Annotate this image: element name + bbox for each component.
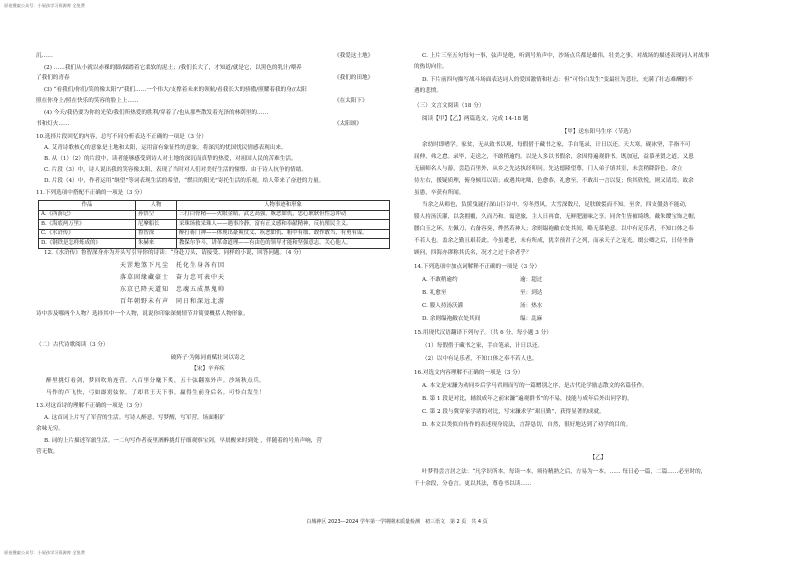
question-12: 12.《水浒传》鲁智深身亦为开头写引导你的诗读：“身赴刀头，请接受、同样的小说，回答问题。（4 分） (44, 250, 305, 256)
watermark-top: 原卷搜索公众号：小屁孩学习资源库 全免费 (4, 3, 85, 8)
passage-jia-title: 【甲】送东阳马生序（节选） (561, 129, 635, 135)
question-13-option-b: B. 词的上片描述军旅生活。一二句写作者夜里酒醉挑灯仔细观察宝剑，早晨醒来时到处 ，伴随着的号角声响，营 (44, 438, 322, 444)
poem-text-line-2: 马作的卢飞快，弓如霹雳弦惊。了却君王天下事，赢得生前身后名。可怜白发生！ (46, 390, 266, 396)
section-3-heading: （三）文言文阅读（18 分） (414, 103, 485, 109)
poem-excerpt-4b: 书和灯火…… (36, 121, 70, 127)
question-10-option-a: A. 艾青诗歌核心的意象是土地和太阳，运用富有象征性的意象，将深沉的忧国忧民情感表现出来。 (44, 145, 287, 151)
table-cell: 三打白骨精——火眼金睛，武艺高强，嫉恶如仇，忠心耿耿但性急冲动 (177, 210, 390, 220)
poem-line: 百年朝野未有声 同日和深远北游 (120, 298, 226, 305)
question-15-item-1: （1）每假借于藏书之家，手自笔录，计日以还。 (422, 343, 544, 349)
poem-excerpt-4: (4) 今天/我仍要为你的光荣/我们所热爱的胜利/穿着了/也从那些散发着光泽的林荫里的…… (44, 110, 269, 116)
passage-yi-title: 【乙】 (589, 455, 607, 461)
passage-line: 媵人持汤沃灌，以衾拥覆，久而乃和。寓逆旅，主人日再食，无鲜肥滋味之享。同舍生皆被绮绣，戴朱缨宝饰之帽， (414, 214, 700, 220)
question-13-option-c: C. 上片三至五句每句一事，弦声是绝，听到号角声中，沙场点兵都是雄伟，壮美之事，对战场的描述表现词人对战事 (422, 53, 710, 59)
poem-excerpt-2b: 了我们的青春 (36, 75, 70, 81)
passage-line: 顾问，四海亦谬称其氏名，况才之过于余者乎？ (414, 250, 532, 256)
passage-line: 当余之从师也，负箧曳屣行深山巨谷中，穷冬烈风，大雪深数尺，足肤皲裂而不知。至舍，四支僵劲不能动， (422, 202, 691, 208)
passage-yi-line: 叶梦得尝言居之法：“凡学识所本，每读一本，须待精熟之后，方易为一本。…… 每日必一篇，二篇……必至时的， (422, 469, 707, 475)
table-cell: 采珠场救采珠人——遇事冷静，富有正义感和奉献精神，反抗殖民主义。 (177, 220, 390, 230)
question-13-option-a-cont: 余味无穷。 (36, 426, 64, 432)
table-cell: 孙悟空 (136, 210, 177, 220)
poem-line: 天罡地煞下凡尘 托化生身各有因 (120, 262, 226, 269)
question-14-option-c-gloss: 汤：热水 (520, 303, 543, 309)
question-13-option-d-cont: 遇的悲愤。 (414, 88, 442, 94)
poem-excerpt-3b: 照在你身上/照在快乐的笑容的脸上上…… (36, 98, 139, 104)
table-row (39, 229, 390, 239)
poem-author: 【宋】辛弃疾 (191, 366, 225, 372)
question-15: 15.用现代汉语翻译下列句子。（共 6 分，每小题 3 分） (414, 330, 552, 336)
question-11: 11.下列选项中搭配不正确的一项是（3 分） (36, 190, 146, 196)
table-cell: 朱赫来 (136, 239, 177, 249)
poem-title: 破阵子·为陈同甫赋壮词以寄之 (170, 355, 246, 361)
question-13-option-b-cont: 营无数。 (36, 449, 59, 455)
table-header-row (39, 201, 390, 211)
reading-instruction: 阅读【甲】【乙】两篇选文，完成 14-18 题 (422, 116, 529, 122)
poem-source-2: 《我们的田地》 (334, 75, 374, 81)
question-10-option-d: D. 片段（4）中，作者运用“继望”等词表现生活的希望，“燃目的阳光”寄托生活的乐观，给人带来了奋进的力量。 (44, 178, 325, 184)
question-13-option-d: D. 下片前四句描写战斗场面表达词人的爱国激情和壮志：但“可怜白发生”变最壮为悲壮，充满了壮志难酬的不 (422, 77, 693, 83)
table-cell: 醉打蒋门神——体现出豪爽仗义、疾恶如仇、粗中有细、敢作敢当、有勇有谋。 (177, 229, 390, 239)
question-13-option-c-cont: 的热切向往。 (414, 64, 448, 70)
question-16-option-c: C. 第 2 段与冀穿家学诸的对比，写宋濂求学“艰且勤”，获得显著的成就。 (422, 409, 605, 415)
passage-line: 无硕师名人与游，尝趋百里外，从乡之先达执经叩问。先达德隆望尊，门人弟子填其室，未尝稍降辞色。余立 (414, 166, 683, 172)
poem-line: 东京已降天道知 忠魂五成黑鬼帅 (120, 286, 226, 293)
passage-yi-line: 千十余段，分卷言。更以其法，尊卷书以读…… (414, 481, 532, 487)
table-cell: 教保尔争斗，讲革命道理——有由色的领导才能和坚强意志，关心他人。 (177, 239, 390, 249)
question-14: 14.下列选项中加点词解释不正确的一项是（3 分） (414, 264, 541, 270)
passage-line: 虽愚，卒获有所闻。 (414, 190, 465, 196)
poem-line: 落草固缘藏豪士 奋力忠可表中天 (120, 274, 226, 281)
table-cell: A.《西游记》 (39, 210, 136, 220)
question-12-prompt: 诗中涉及哪两个人物？选择其中一个人物，说说你印象深刻情节并简要概括人物形象。 (36, 311, 249, 317)
poem-excerpt-3: (3) “看我们/你们/笑的像太阳”/“我们……一个伟大/支撑着未来的领航/看我长大的骄傲/照耀着我的身//太阳 (44, 87, 307, 93)
question-16-option-a: A. 本文是宋濂为劝同乡后学马君则而写的一篇赠别之序，是古代论学励志散文的名篇佳作。 (422, 383, 648, 389)
table-cell: D.《钢铁是怎样炼成的》 (39, 239, 136, 249)
table-cell: 尼摩船长 (136, 220, 177, 230)
question-14-option-a: A. 不敢稍逾约 (422, 277, 458, 283)
table-row (39, 210, 390, 220)
table-cell: B.《海底两万里》 (39, 220, 136, 230)
question-14-option-b: B. 礼愈至 (422, 290, 447, 296)
table-cell: 鲁智深 (136, 229, 177, 239)
passage-line: 不若人也。盖余之勤且艰若此。今虽耄老，未有所成，犹幸预君子之列，而承天子之宠光，缀公卿之后，日侍坐备 (414, 238, 694, 244)
poem-text-line-1: 醉里挑灯看剑，梦回吹角连营。八百里分麾下炙，五十弦翻塞外声。沙场秋点兵。 (46, 378, 266, 384)
table-header: 作品 (39, 201, 136, 211)
question-14-option-a-gloss: 逾：超过 (520, 277, 543, 283)
poem-excerpt-2: (2) ……我们从小就以赤裸的脚/踩踏着它柔软的泥土；/我们长大了，才知道/就是它，以黑色的乳汁/喂养 (44, 65, 302, 71)
poem-source-3: 《在太阳下》 (334, 98, 368, 104)
question-16-option-b: B. 第 1 段是对比，辅叙成年之前宋濂“遍观群书”的不易，技能与成年后外出问学的。 (422, 396, 633, 402)
passage-line: 屈伸，弗之怠。录毕，走送之，不敢稍逾约。以是人多以书假余，余因得遍观群书。既加冠，益慕圣贤之道。又患 (414, 154, 694, 160)
section-2-heading: （二）古代诗歌阅读（3 分） (36, 342, 109, 348)
question-10-option-c: C. 片段（3）中，诗人说出我的笑容像太阳，表现了当时对人们对美好生活的憧憬、由于诗人抗争的情绪。 (44, 167, 307, 173)
poem-source-4: 《太阳颂》 (334, 121, 362, 127)
poem-excerpt-1: 沉…… (36, 53, 53, 59)
watermark-bottom: 原卷搜索公众号：小屁孩学习资源库 全免费 (4, 550, 85, 555)
table-row (39, 220, 390, 230)
passage-line: 余幼时即嗜学。家贫，无从致书以观，每假借于藏书之家，手自笔录，计日以还。天大寒，砚冰坚，手指不可 (422, 142, 691, 148)
question-10: 10.选择片段回忆的内容，总写不同分析表达不正确的一项是（3 分） (36, 134, 207, 140)
poem-source-1: 《我爱这土地》 (334, 53, 374, 59)
question-14-option-d-gloss: 缊：乱麻 (520, 316, 543, 322)
table-cell: C.《水浒传》 (39, 229, 136, 239)
question-14-option-b-gloss: 至：到达 (520, 290, 543, 296)
question-13: 13.对这首诗的理解不正确的一项是（3 分） (36, 403, 146, 409)
question-10-option-b: B. 从（1）（2）的片段中，读者能够感受到诗人对土地的深沉而真挚的热爱，对祖国人民的苦难生活。 (44, 156, 297, 162)
page-footer: 白城神区 2023—2024 学年第一学期期末质量检测 初三语文 第 2 页 共 4 页 (306, 519, 488, 525)
question-16-option-d: D. 本文以类似自传作的表述现身说法，言辞恳切，自然，很好地达到了劝学的目的。 (422, 422, 632, 428)
table-row (39, 239, 390, 249)
question-15-item-2: （2）以中有足乐者，不知口体之奉不若人也。 (422, 356, 538, 362)
passage-line: 侍左右，援疑质理，俯身倾耳以请；或遇其叱咄，色愈恭，礼愈至，不敢出一言以复；俟其欣悦，则又请焉。故余 (414, 178, 694, 184)
question-16: 16.对选文内容理解不正确的一项是（3 分） (414, 370, 524, 376)
question-14-option-c: C. 媵人持汤沃灌 (422, 303, 464, 309)
table-header: 人物 (136, 201, 177, 211)
table-header: 人物事迹和形象 (177, 201, 390, 211)
question-14-option-d: D. 余则缊袍敝衣处其间 (422, 316, 481, 322)
passage-line: 腰白玉之环，左佩刀，右备容臭，烨然若神人；余则缊袍敝衣处其间，略无慕艳意。以中有足乐者，不知口体之奉 (414, 226, 694, 232)
works-table (38, 200, 390, 249)
question-13-option-a: A. 这首词上片写了军营的生活。写诗人醉意，写梦醒，写军营，场面粗犷 (44, 415, 226, 421)
